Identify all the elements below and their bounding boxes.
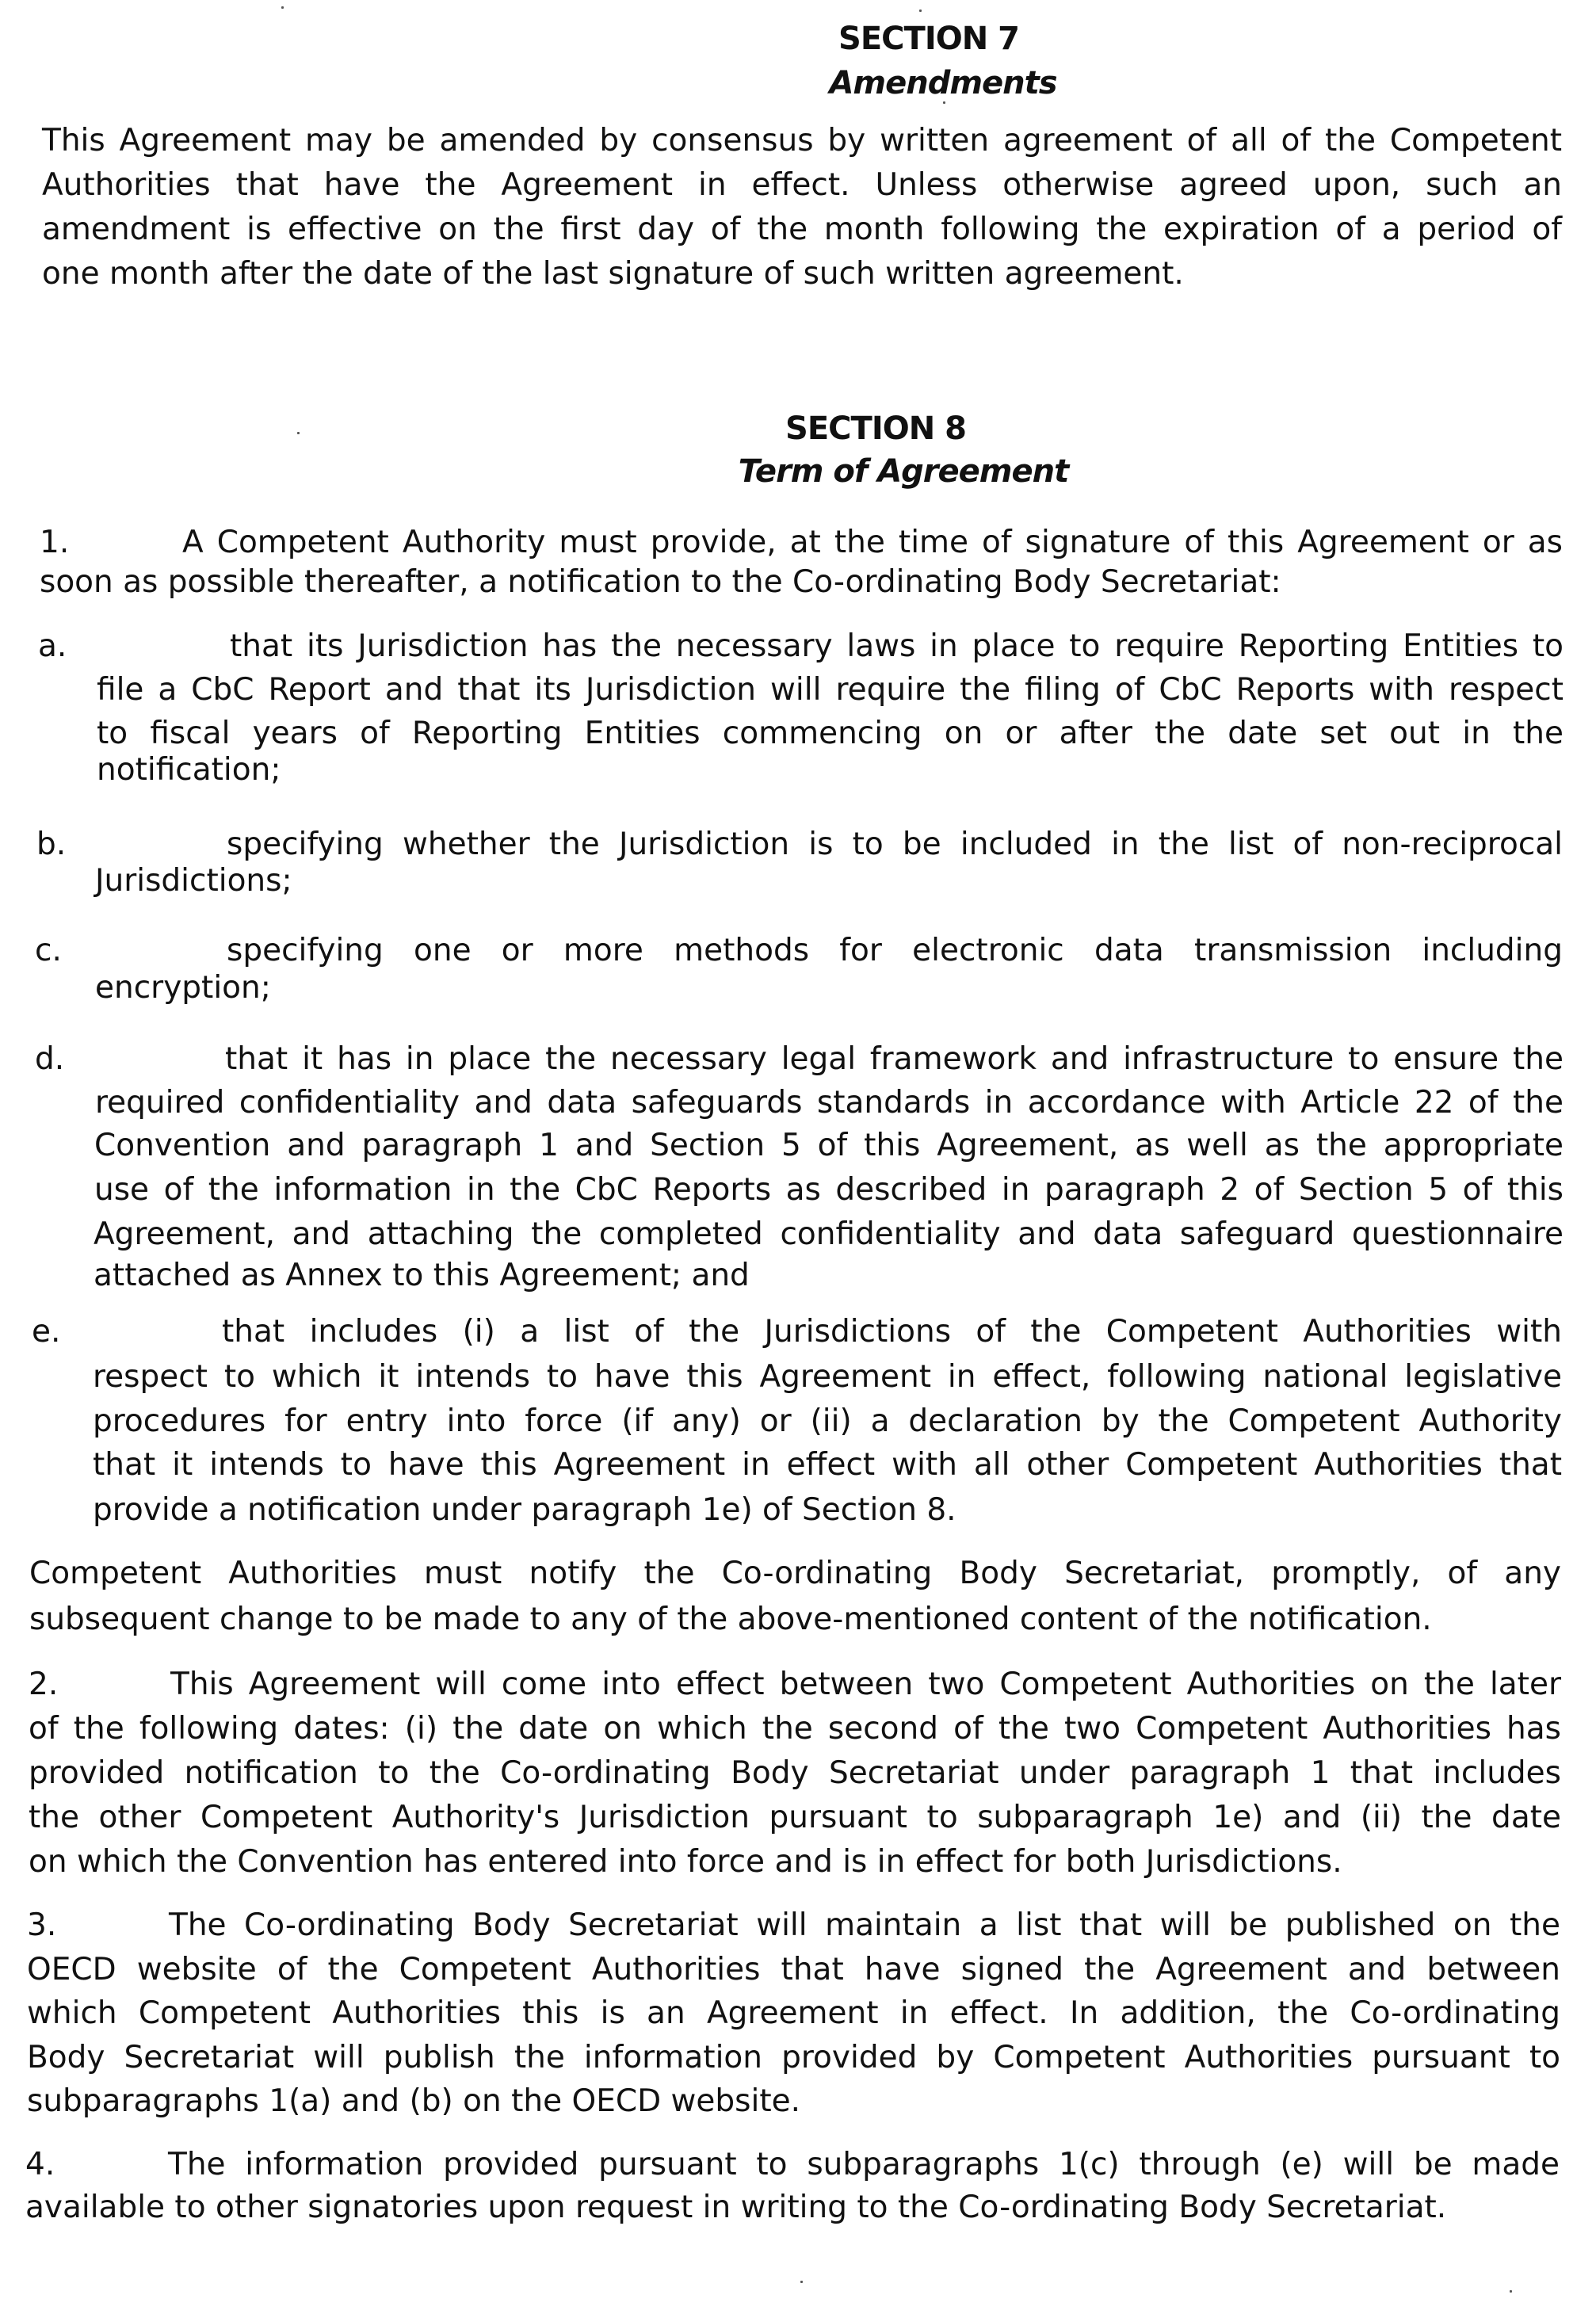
subitem-line: to fiscal years of Reporting Entities commencing on or after the date set out in the: [97, 716, 1564, 751]
subitem-letter: b.: [36, 827, 67, 862]
subitem-line: Jurisdictions;: [95, 863, 292, 899]
subitem-letter: d.: [35, 1041, 65, 1077]
subitem-line: Agreement, and attaching the completed confidentiality and data safeguard questionnaire: [94, 1216, 1564, 1252]
section-7-title: Amendments: [829, 65, 1057, 101]
paragraph-line: This Agreement may be amended by consensus by written agreement of all of the Competent: [42, 123, 1562, 158]
subitem-line: file a CbC Report and that its Jurisdiction will require the filing of CbC Reports with respect: [97, 672, 1564, 708]
subitem-line: use of the information in the CbC Reports as described in paragraph 2 of Section 5 of this: [94, 1172, 1564, 1208]
paragraph-line: subparagraphs 1(a) and (b) on the OECD website.: [27, 2083, 801, 2119]
scan-speck: [281, 6, 284, 9]
paragraph-line: which Competent Authorities this is an Agreement in effect. In addition, the Co-ordinating: [27, 1995, 1560, 2031]
section-7-number: SECTION 7: [838, 21, 1019, 57]
paragraph-number: 1.: [40, 525, 70, 560]
subitem-line: that it has in place the necessary legal framework and infrastructure to ensure the: [225, 1041, 1564, 1077]
scan-speck: [297, 432, 300, 434]
scan-speck: [919, 10, 922, 12]
paragraph-number: 4.: [25, 2147, 55, 2182]
scan-speck: [800, 2281, 803, 2283]
section-8-number: SECTION 8: [785, 410, 966, 447]
paragraph-line: Body Secretariat will publish the information provided by Competent Authorities pursuant to: [27, 2040, 1560, 2075]
subitem-line: specifying whether the Jurisdiction is to be included in the list of non-reciprocal: [227, 827, 1563, 862]
paragraph-number: 3.: [27, 1907, 57, 1943]
subitem-line: procedures for entry into force (if any) or (ii) a declaration by the Competent Authority: [93, 1403, 1562, 1439]
paragraph-number: 2.: [29, 1667, 59, 1702]
subitem-line: that its Jurisdiction has the necessary laws in place to require Reporting Entities to: [230, 628, 1564, 664]
paragraph-line: The Co-ordinating Body Secretariat will maintain a list that will be published on the: [169, 1907, 1560, 1943]
subitem-line: that it intends to have this Agreement in effect with all other Competent Authorities that: [93, 1447, 1562, 1483]
scan-speck: [943, 101, 945, 104]
subitem-line: required confidentiality and data safeguards standards in accordance with Article 22 of the: [95, 1085, 1564, 1121]
subitem-line: attached as Annex to this Agreement; and: [94, 1258, 750, 1293]
paragraph-line: on which the Convention has entered into force and is in effect for both Jurisdictions.: [29, 1844, 1342, 1880]
subitem-letter: e.: [32, 1314, 61, 1350]
subitem-line: respect to which it intends to have this Agreement in effect, following national legislative: [93, 1359, 1562, 1395]
paragraph-line: available to other signatories upon request in writing to the Co-ordinating Body Secretariat.: [25, 2190, 1447, 2225]
paragraph-line: amendment is effective on the first day of the month following the expiration of a period of: [42, 212, 1562, 247]
subitem-line: Convention and paragraph 1 and Section 5 of this Agreement, as well as the appropriate: [94, 1128, 1564, 1163]
paragraph-line: the other Competent Authority's Jurisdiction pursuant to subparagraph 1e) and (ii) the date: [29, 1800, 1561, 1835]
paragraph-line: one month after the date of the last signature of such written agreement.: [42, 256, 1184, 292]
subitem-line: provide a notification under paragraph 1e) of Section 8.: [93, 1492, 956, 1528]
paragraph-line: soon as possible thereafter, a notification to the Co-ordinating Body Secretariat:: [40, 564, 1281, 600]
paragraph-line: A Competent Authority must provide, at the time of signature of this Agreement or as: [182, 525, 1563, 560]
subitem-line: notification;: [97, 752, 281, 788]
section-8-title: Term of Agreement: [738, 453, 1069, 490]
paragraph-line: subsequent change to be made to any of the above-mentioned content of the notification.: [29, 1602, 1432, 1637]
paragraph-line: of the following dates: (i) the date on which the second of the two Competent Authorities has: [29, 1711, 1561, 1747]
scan-speck: [1510, 2290, 1512, 2293]
subitem-letter: a.: [38, 628, 67, 664]
paragraph-line: The information provided pursuant to subparagraphs 1(c) through (e) will be made: [168, 2147, 1560, 2182]
subitem-letter: c.: [35, 933, 62, 968]
subitem-line: specifying one or more methods for electronic data transmission including: [227, 933, 1563, 968]
subitem-line: encryption;: [95, 970, 271, 1006]
paragraph-line: provided notification to the Co-ordinating Body Secretariat under paragraph 1 that includes: [29, 1755, 1561, 1791]
subitem-line: that includes (i) a list of the Jurisdictions of the Competent Authorities with: [222, 1314, 1562, 1350]
paragraph-line: OECD website of the Competent Authorities that have signed the Agreement and between: [27, 1952, 1560, 1987]
paragraph-line: This Agreement will come into effect between two Competent Authorities on the later: [170, 1667, 1561, 1702]
paragraph-line: Competent Authorities must notify the Co-ordinating Body Secretariat, promptly, of any: [29, 1556, 1561, 1591]
paragraph-line: Authorities that have the Agreement in effect. Unless otherwise agreed upon, such an: [42, 167, 1562, 203]
